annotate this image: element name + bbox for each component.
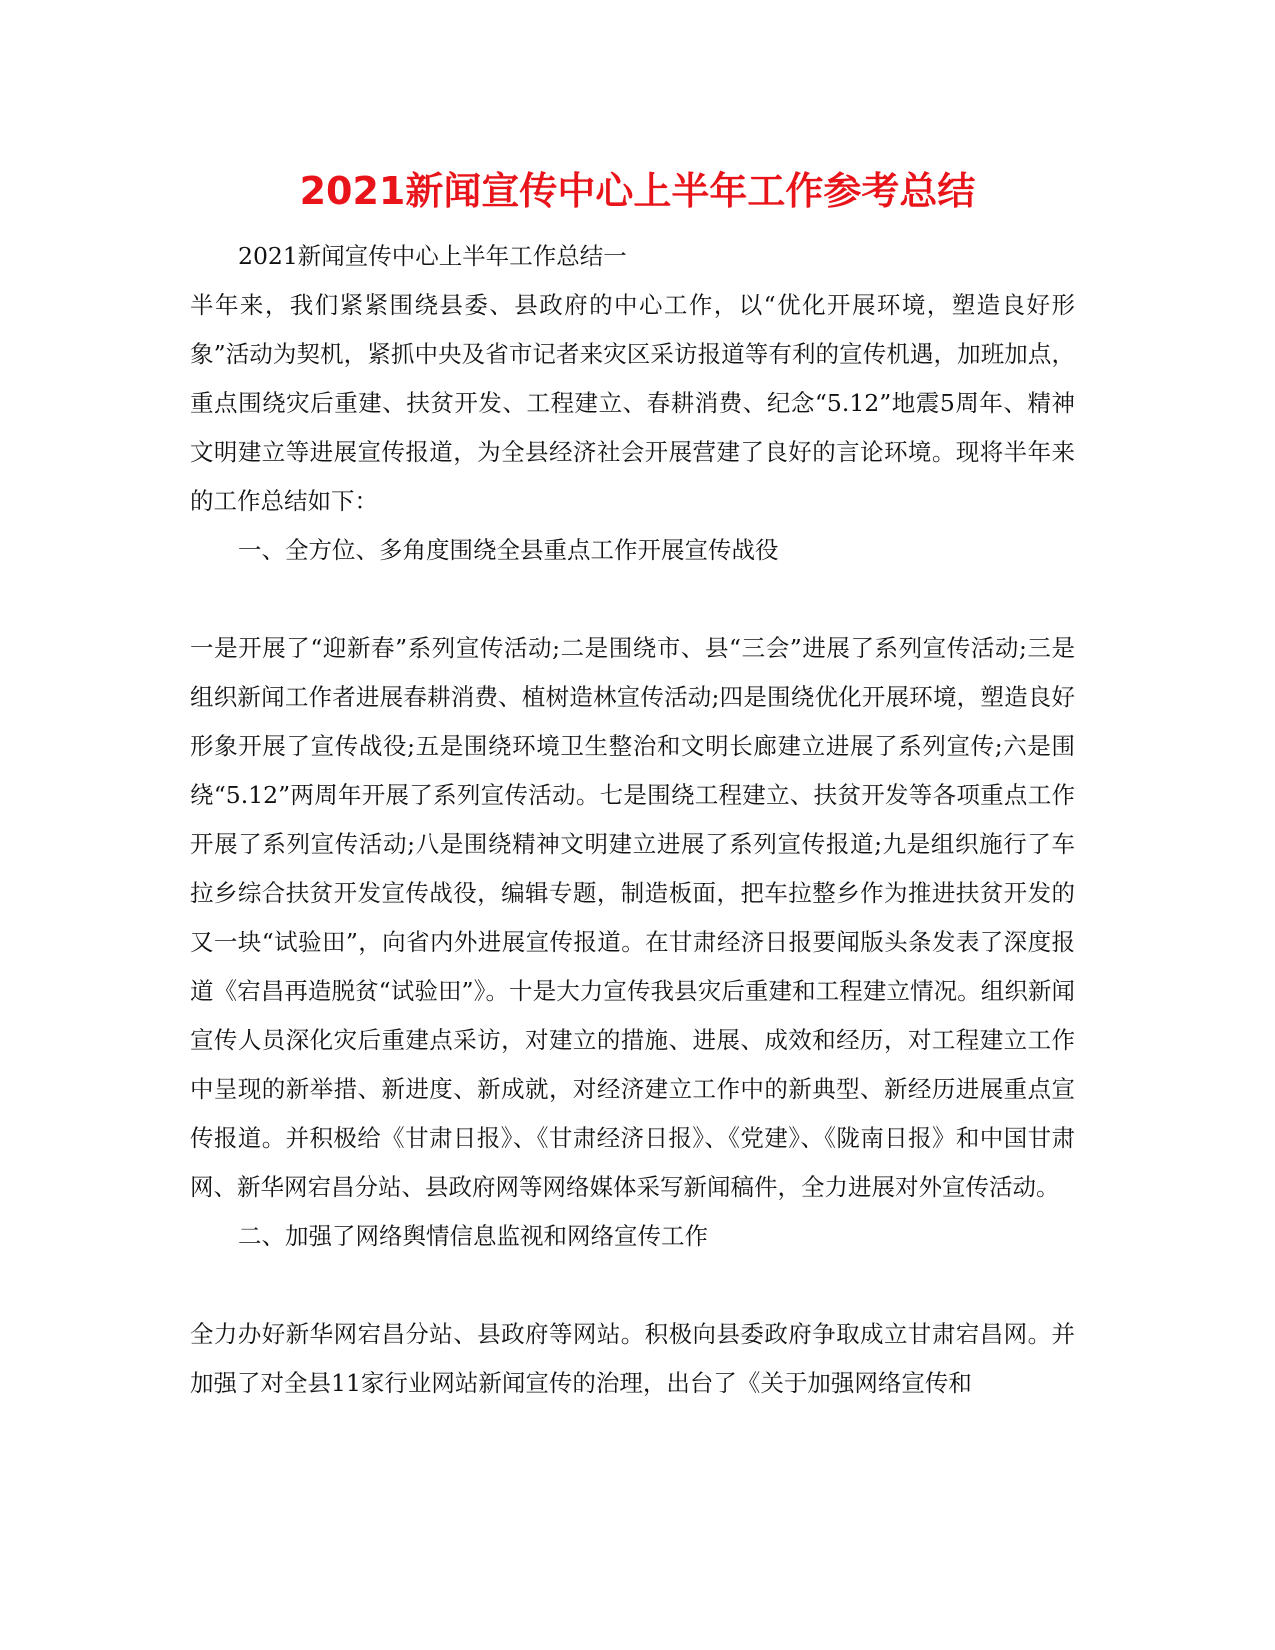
document-body bbox=[190, 232, 1075, 1408]
paragraph-intro: 半年来，我们紧紧围绕县委、县政府的中心工作，以“优化开展环境，塑造良好形象”活动为契机，紧抓中央及省市记者来灾区采访报道等有利的宣传机遇，加班加点，重点围绕灾后重建、扶贫开发、工程建立、春耕消费、纪念“5.12”地震5周年、精神文明建立等进展宣传报道，为全县经济社会开展营建了良好的言论环境。现将半年来的工作总结如下： bbox=[190, 291, 1075, 515]
paragraph-section-2: 全力办好新华网宕昌分站、县政府等网站。积极向县委政府争取成立甘肃宕昌网。并加强了对全县11家行业网站新闻宣传的治理，出台了《关于加强网络宣传和 bbox=[190, 1320, 1075, 1397]
paragraph-section-1: 一是开展了“迎新春”系列宣传活动;二是围绕市、县“三会”进展了系列宣传活动;三是组织新闻工作者进展春耕消费、植树造林宣传活动;四是围绕优化开展环境，塑造良好形象开展了宣传战役;五是围绕环境卫生整治和文明长廊建立进展了系列宣传;六是围绕“5.12”两周年开展了系列宣传活动。七是围绕工程建立、扶贫开发等各项重点工作开展了系列宣传活动;八是围绕精神文明建立进展了系列宣传报道;九是组织施行了车拉乡综合扶贫开发宣传战役，编辑专题，制造板面，把车拉整乡作为推进扶贫开发的又一块“试验田”，向省内外进展宣传报道。在甘肃经济日报要闻版头条发表了深度报道《宕昌再造脱贫“试验田”》。十是大力宣传我县灾后重建和工程建立情况。组织新闻宣传人员深化灾后重建点采访，对建立的措施、进展、成效和经历，对工程建立工作中呈现的新举措、新进度、新成就，对经济建立工作中的新典型、新经历进展重点宣传报道。并积极给《甘肃日报》、《甘肃经济日报》、《党建》、《陇南日报》和中国甘肃网、新华网宕昌分站、县政府网等网络媒体采写新闻稿件，全力进展对外宣传活动。 bbox=[190, 634, 1075, 1201]
section-heading-2: 二、加强了网络舆情信息监视和网络宣传工作 bbox=[238, 1222, 708, 1250]
spacer bbox=[190, 575, 1075, 624]
section-heading-1: 一、全方位、多角度围绕全县重点工作开展宣传战役 bbox=[238, 536, 779, 564]
document-title: 2021新闻宣传中心上半年工作参考总结 bbox=[299, 169, 976, 213]
spacer bbox=[190, 1261, 1075, 1310]
document-subtitle: 2021新闻宣传中心上半年工作总结一 bbox=[238, 242, 627, 270]
